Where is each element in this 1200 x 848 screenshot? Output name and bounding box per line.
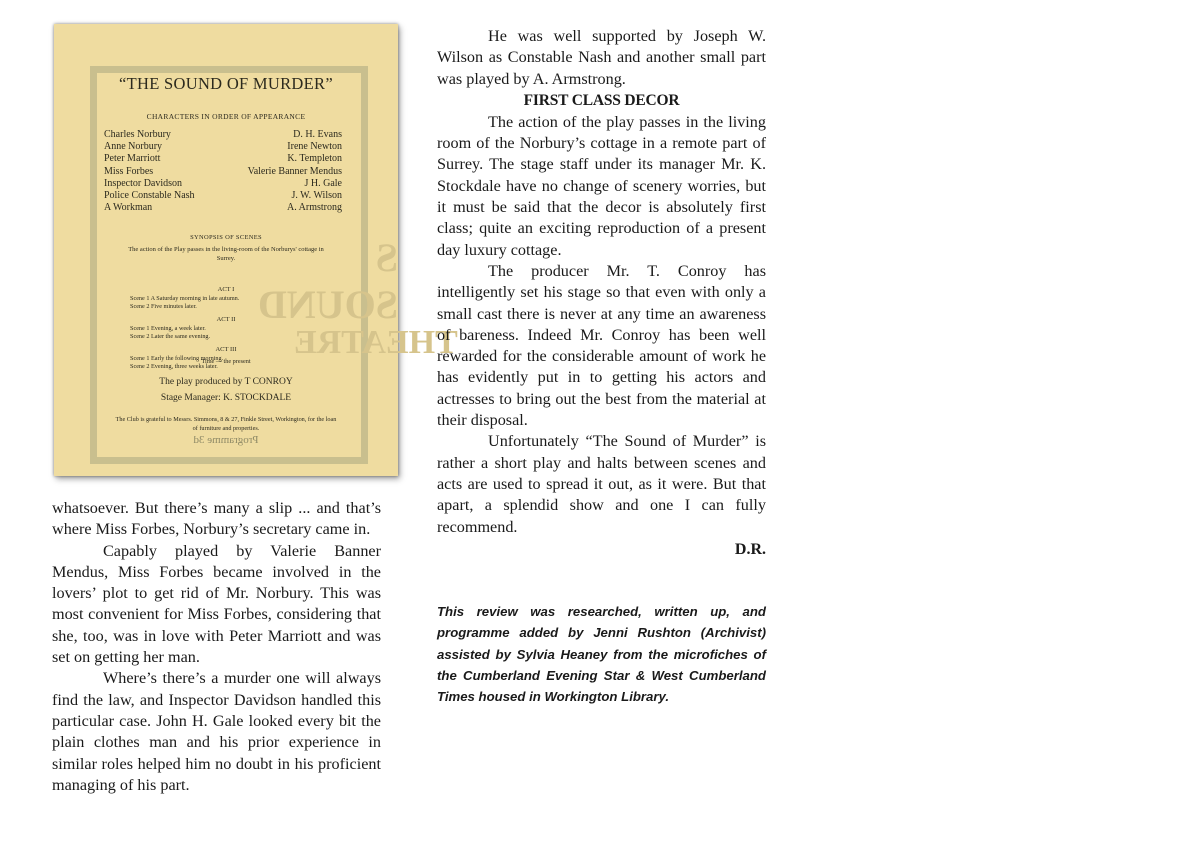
cast-actor: Irene Newton [287, 141, 342, 153]
characters-heading: CHARACTERS IN ORDER OF APPEARANCE [146, 112, 306, 121]
scene-line: Scene 1 A Saturday morning in late autumn. [130, 295, 240, 302]
cast-actor: D. H. Evans [293, 129, 342, 140]
club-note: The Club is grateful to Messrs. Simmons, 8 & 27, Finkle Street, Workington, for the loan of furniture and properties. [115, 416, 337, 432]
scene-line: Scene 2 Five minutes later. [130, 303, 197, 310]
cast-role: Inspector Davidson [104, 177, 183, 189]
time-line: Time — the present [201, 358, 251, 365]
section-heading: FIRST CLASS DECOR [523, 91, 680, 109]
cast-list [104, 129, 342, 214]
mirrored-price-text: Programme 3d [193, 434, 259, 446]
synopsis-heading: SYNOPSIS OF SCENES [190, 234, 262, 241]
cast-row [104, 166, 342, 178]
paragraph: He was well supported by Joseph W. Wilson as Constable Nash and another small part was played by A. Armstrong. [437, 27, 766, 88]
show-through-text: S SOUND [257, 235, 398, 327]
paragraph: Unfortunately “The Sound of Murder” is rather a short play and halts between scenes and acts are used to spread it out, as it were. But that apart, a splendid show and one I can fully recommend. [437, 432, 766, 536]
programme-scan [54, 24, 458, 476]
synopsis-text: The action of the Play passes in the living-room of the Norburys' cottage in Surrey. [128, 246, 324, 262]
cast-row [104, 129, 342, 141]
left-column [52, 498, 381, 796]
cast-role: A Workman [104, 202, 153, 214]
programme-title: “THE SOUND OF MURDER” [119, 74, 333, 93]
act-label: ACT III [215, 346, 237, 353]
paragraph: Capably played by Valerie Banner Mendus, Miss Forbes became involved in the lovers’ plot to get rid of Mr. Norbury. This was most convenient for Miss Forbes, considering that she, too, was in love with Peter Marriott and was set on getting her man. [52, 541, 381, 667]
cast-role: Miss Forbes [104, 165, 154, 177]
signature: D.R. [734, 540, 766, 558]
cast-actor: J H. Gale [304, 177, 342, 189]
scene-line: Scene 1 Evening, a week later. [130, 325, 206, 332]
show-through-text: THEATRE [294, 324, 458, 361]
cast-row [104, 178, 342, 190]
cast-role: Peter Marriott [104, 153, 161, 165]
cast-row [104, 141, 342, 153]
right-column [437, 26, 766, 561]
scene-line: Scene 2 Later the same evening. [130, 333, 211, 340]
scene-line: Scene 1 Early the following morning. [130, 355, 224, 362]
act-label: ACT I [217, 286, 235, 293]
cast-actor: K. Templeton [287, 153, 342, 165]
paragraph: The producer Mr. T. Conroy has intelligently set his stage so that even with only a small cast there is never at any time an awareness of bareness. Indeed Mr. Conroy has been well rewarded for the considerable amount of work he has evidently put in to getting his actors and actresses to bring out the best from the material at their disposal. [437, 261, 766, 430]
paragraph: whatsoever. But there’s many a slip ... and that’s where Miss Forbes, Norbury’s secretary came in. [52, 499, 381, 539]
act-label: ACT II [216, 316, 236, 323]
stage-manager-line: Stage Manager: K. STOCKDALE [160, 393, 292, 403]
cast-actor: A. Armstrong [287, 202, 342, 214]
cast-row [104, 153, 342, 165]
cast-row [104, 190, 342, 202]
cast-role: Police Constable Nash [104, 190, 195, 202]
cast-role: Charles Norbury [104, 129, 171, 140]
cast-row [104, 202, 342, 214]
producer-line: The play produced by T CONROY [159, 377, 293, 387]
cast-actor: Valerie Banner Mendus [247, 165, 342, 177]
paragraph: Where’s there’s a murder one will always find the law, and Inspector Davidson handled this particular case. John H. Gale looked every bit the plain clothes man and his prior experience in similar roles helped him no doubt in his proficient managing of his part. [52, 669, 381, 794]
scene-line: Scene 2 Evening, three weeks later. [130, 363, 218, 370]
cast-actor: J. W. Wilson [291, 190, 342, 202]
cast-role: Anne Norbury [104, 141, 163, 153]
paragraph: The action of the play passes in the living room of the Norbury’s cottage in a remote part of Surrey. The stage staff under its manager Mr. K. Stockdale have no change of scenery worries, but it must be said that the decor is absolutely first class; quite an exciting reproduction of a present day luxury cottage. [437, 112, 766, 259]
archive-credit: This review was researched, written up, and programme added by Jenni Rushton (Archivist) assisted by Sylvia Heaney from the microfiches of the Cumberland Evening Star & West Cumberland Times housed in Workington Library. [437, 604, 766, 705]
